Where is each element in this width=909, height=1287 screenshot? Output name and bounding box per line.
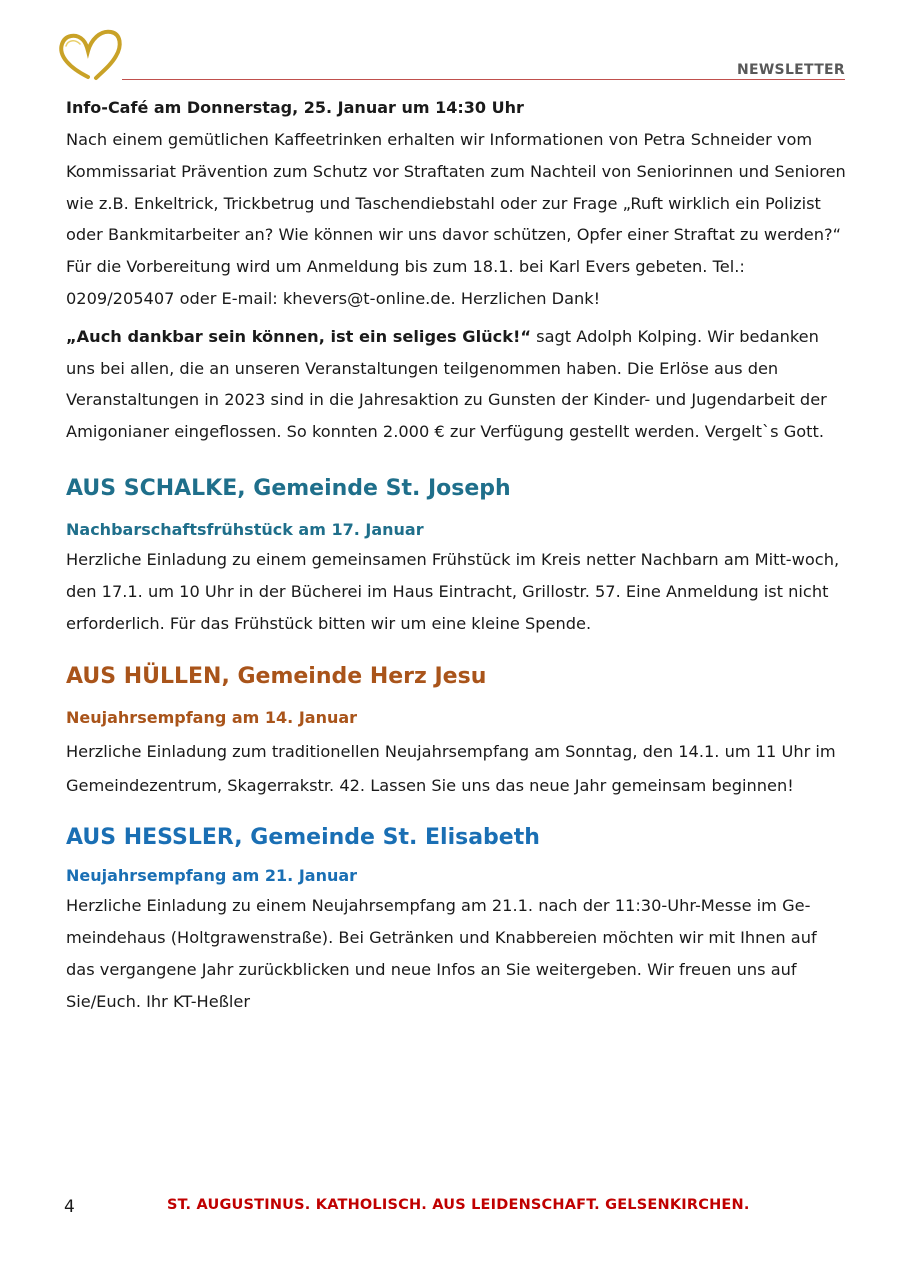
dank-paragraph	[66, 321, 846, 448]
dank-quote: „Auch dankbar sein können, ist ein seliges Glück!“	[66, 326, 532, 346]
huellen-body: Herzliche Einladung zum traditionellen Neujahrsempfang am Sonntag, den 14.1. um 11 Uhr im Gemeindezentrum, Skagerrakstr. 42. Lassen Sie uns das neue Jahr gemeinsam beginnen!	[66, 742, 836, 796]
hessler-body: Herzliche Einladung zu einem Neujahrsempfang am 21.1. nach der 11:30-Uhr-Messe im Ge-meindehaus (Holtgrawenstraße). Bei Getränken und Knabbereien möchten wir mit Ihnen auf das vergangene Jahr zurückblicken und neue Infos an Sie weitergeben. Wir freuen uns auf Sie/Euch. Ihr KT-Heßler	[66, 896, 817, 1011]
hessler-heading: AUS HESSLER, Gemeinde St. Elisabeth	[66, 825, 540, 851]
schalke-body: Herzliche Einladung zu einem gemeinsamen Frühstück im Kreis netter Nachbarn am Mitt-woch, den 17.1. um 10 Uhr in der Bücherei im Haus Eintracht, Grillostr. 57. Eine Anmeldung ist nicht erforderlich. Für das Frühstück bitten wir um eine kleine Spende.	[66, 549, 840, 633]
newsletter-label: NEWSLETTER	[736, 62, 845, 78]
infocafe-title: Info-Café am Donnerstag, 25. Januar um 14:30 Uhr	[66, 98, 524, 117]
heart-logo-icon	[56, 28, 124, 82]
schalke-subheading: Nachbarschaftsfrühstück am 17. Januar	[66, 519, 424, 539]
header-rule	[122, 79, 845, 80]
huellen-subheading: Neujahrsempfang am 14. Januar	[66, 708, 358, 728]
page-content	[66, 95, 846, 1018]
page-number: 4	[64, 1197, 75, 1217]
schalke-heading: AUS SCHALKE, Gemeinde St. Joseph	[66, 475, 511, 501]
dank-body: sagt Adolph Kolping. Wir bedanken uns bei allen, die an unseren Veranstaltungen teilgenommen haben. Die Erlöse aus den Veranstaltungen in 2023 sind in die Jahresaktion zu Gunsten der Kinder- und Jugendarbeit der Amigonianer eingeflossen. So konnten 2.000 € zur Verfügung gestellt werden. Vergelt`s Gott.	[66, 326, 827, 442]
huellen-heading: AUS HÜLLEN, Gemeinde Herz Jesu	[66, 664, 487, 690]
hessler-subheading: Neujahrsempfang am 21. Januar	[66, 866, 358, 886]
infocafe-body: Nach einem gemütlichen Kaffeetrinken erhalten wir Informationen von Petra Schneider vom Kommissariat Prävention zum Schutz vor Straftaten zum Nachteil von Seniorinnen und Senioren wie z.B. Enkeltrick, Trickbetrug und Taschendiebstahl oder zur Frage „Ruft wirklich ein Polizist oder Bankmitarbeiter an? Wie können wir uns davor schützen, Opfer einer Straftat zu werden?“ Für die Vorbereitung wird um Anmeldung bis zum 18.1. bei Karl Evers gebeten. Tel.: 0209/205407 oder E-mail: khevers@t-online.de. Herzlichen Dank!	[66, 130, 846, 308]
footer-motto: ST. AUGUSTINUS. KATHOLISCH. AUS LEIDENSCHAFT. GELSENKIRCHEN.	[167, 1197, 750, 1213]
